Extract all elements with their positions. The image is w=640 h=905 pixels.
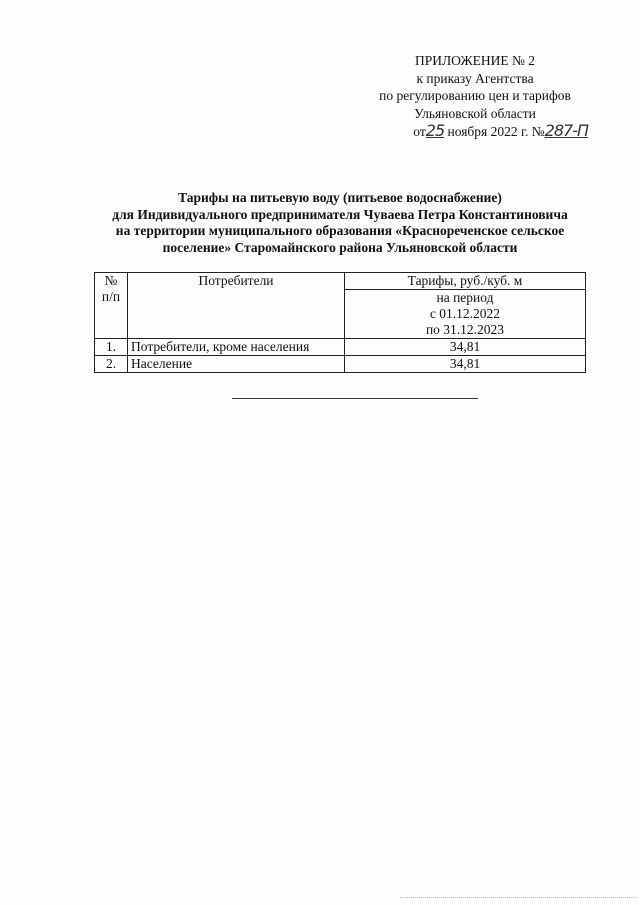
table-row xyxy=(95,356,586,373)
header-number: № п/п xyxy=(95,273,128,339)
period-line-1: на период xyxy=(436,290,494,305)
tariff-table xyxy=(94,272,586,373)
handwritten-order-number: 287-П xyxy=(544,121,588,140)
row-number: 1. xyxy=(95,339,128,356)
closing-divider xyxy=(232,398,478,399)
row-consumer: Население xyxy=(128,356,345,373)
row-tariff-value: 34,81 xyxy=(345,356,586,373)
appendix-date-line xyxy=(360,122,590,141)
handwritten-day: 25 xyxy=(425,121,445,140)
table-row xyxy=(95,339,586,356)
period-line-2: с 01.12.2022 xyxy=(429,306,501,321)
appendix-line-1: к приказу Агентства xyxy=(416,70,534,86)
appendix-line-2: по регулированию цен и тарифов xyxy=(379,88,571,103)
period-line-3: по 31.12.2023 xyxy=(425,322,505,337)
scan-edge-line xyxy=(400,897,636,898)
title-line-2: для Индивидуального предпринимателя Чуваева Петра Константиновича xyxy=(112,206,568,222)
row-consumer: Потребители, кроме населения xyxy=(128,339,345,356)
table-header-row xyxy=(95,273,586,290)
date-prefix: от xyxy=(413,124,426,139)
appendix-title: ПРИЛОЖЕНИЕ № 2 xyxy=(414,53,536,68)
row-tariff-value: 34,81 xyxy=(345,339,586,356)
appendix-line-3: Ульяновской области xyxy=(414,105,536,121)
title-line-4: поселение» Старомайнского района Ульяновской области xyxy=(162,239,518,255)
row-number: 2. xyxy=(95,356,128,373)
header-consumers: Потребители xyxy=(128,273,345,339)
appendix-block xyxy=(360,52,590,141)
title-line-3: на территории муниципального образования «Краснореченское сельское xyxy=(115,223,565,238)
document-title xyxy=(60,190,620,256)
date-middle: ноября 2022 г. № xyxy=(447,124,545,139)
header-tariffs: Тарифы, руб./куб. м xyxy=(345,273,586,290)
title-line-1: Тарифы на питьевую воду (питьевое водоснабжение) xyxy=(178,190,502,205)
header-period xyxy=(345,290,586,339)
